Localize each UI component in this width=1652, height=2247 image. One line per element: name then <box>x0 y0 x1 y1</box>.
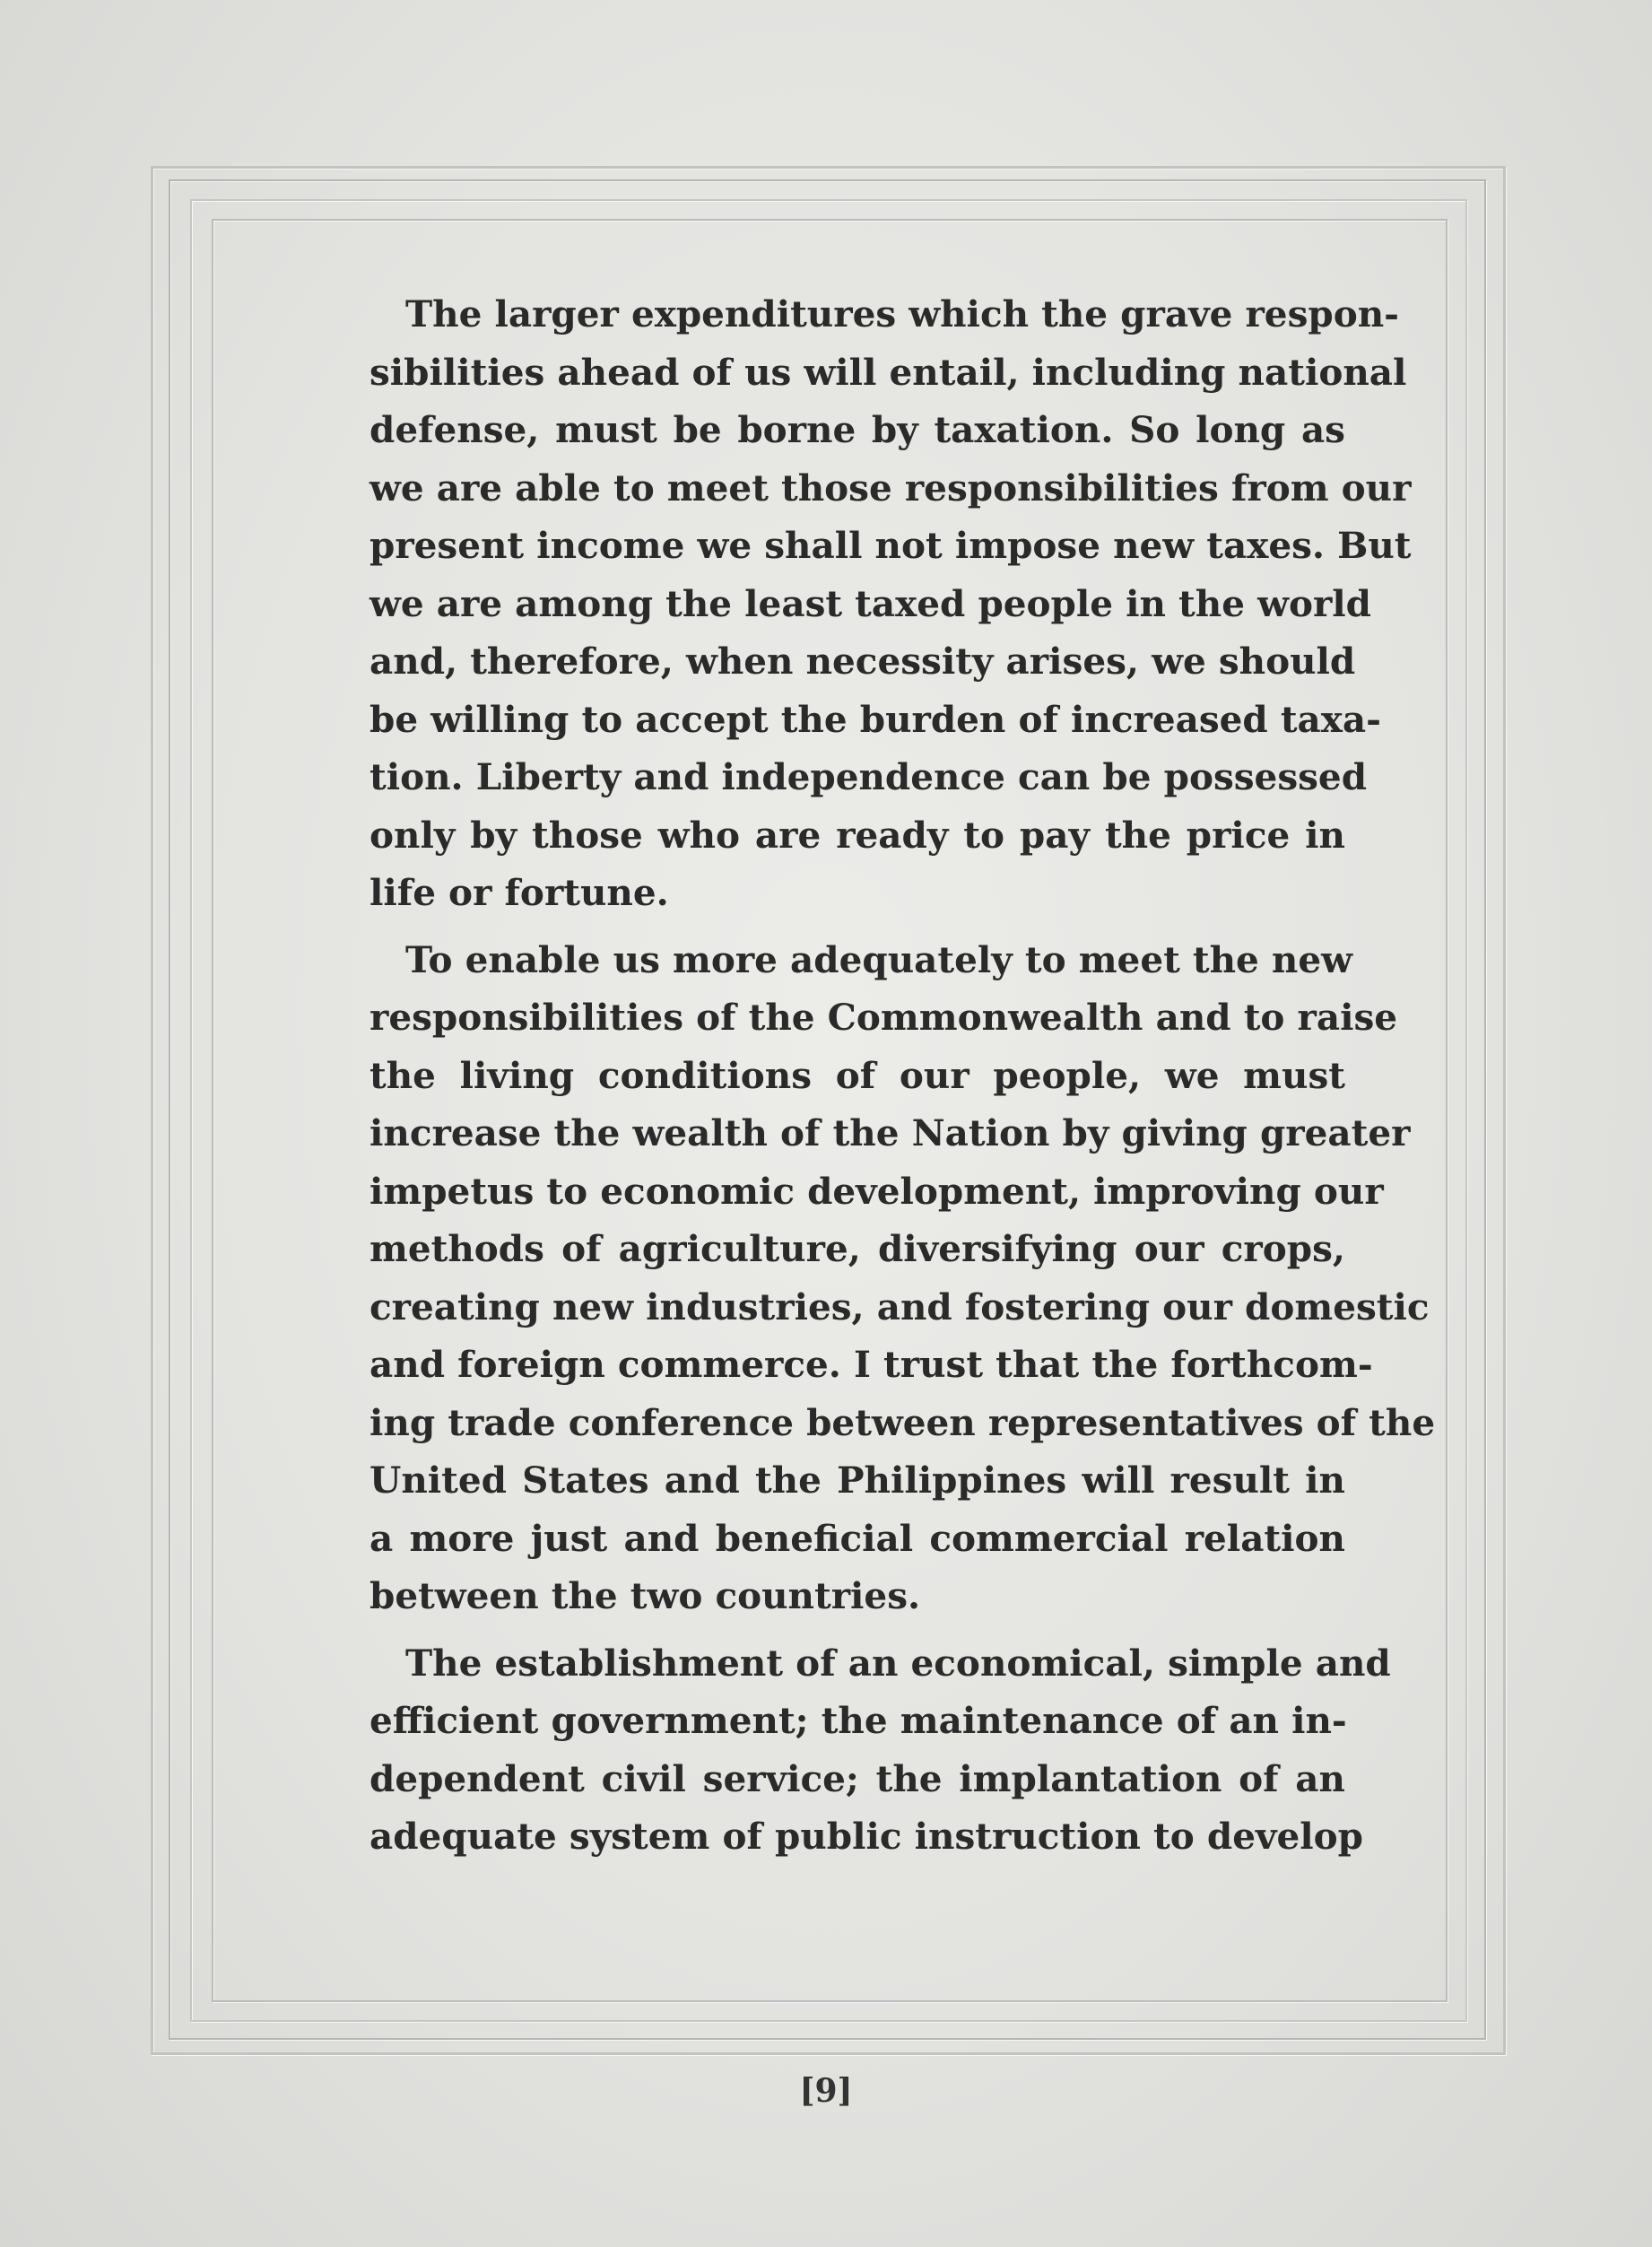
text-line: present income we shall not impose new taxes. But <box>370 524 1412 567</box>
text-line: the living conditions of our people, we must <box>370 1053 1345 1097</box>
text-line: United States and the Philippines will result in <box>370 1459 1345 1502</box>
text-line: The larger expenditures which the grave respon- <box>405 292 1399 335</box>
body-text <box>334 285 1436 1875</box>
text-line: life or fortune. <box>370 871 669 914</box>
text-line: and foreign commerce. I trust that the forthcom- <box>370 1343 1373 1386</box>
paragraph-3 <box>334 1634 1391 1866</box>
paragraph-2 <box>334 931 1436 1625</box>
text-line: and, therefore, when necessity arises, we should <box>370 640 1356 683</box>
text-line: defense, must be borne by taxation. So long as <box>370 408 1345 451</box>
text-line: we are able to meet those responsibilities from our <box>370 466 1412 509</box>
text-line: only by those who are ready to pay the price in <box>370 813 1345 857</box>
text-line: tion. Liberty and independence can be possessed <box>370 755 1368 798</box>
text-line: responsibilities of the Commonwealth and to raise <box>370 996 1398 1039</box>
text-line: dependent civil service; the implantation of an <box>370 1756 1345 1800</box>
text-line: sibilities ahead of us will entail, including national <box>370 350 1407 394</box>
text-line: impetus to economic development, improving our <box>370 1169 1384 1213</box>
text-line: be willing to accept the burden of increased taxa- <box>370 697 1381 741</box>
paragraph-1 <box>334 285 1412 922</box>
text-line: increase the wealth of the Nation by giving greater <box>370 1111 1411 1154</box>
text-line: adequate system of public instruction to develop <box>370 1815 1363 1858</box>
text-line: The establishment of an economical, simple and <box>405 1641 1391 1685</box>
text-line: creating new industries, and fostering our domestic <box>370 1285 1430 1328</box>
text-line: ing trade conference between representatives of the <box>370 1400 1436 1444</box>
text-line: we are among the least taxed people in the world <box>370 581 1371 625</box>
text-line: between the two countries. <box>370 1574 921 1617</box>
text-line: a more just and beneficial commercial relation <box>370 1516 1345 1560</box>
page-number: [9] <box>799 2072 853 2110</box>
text-line: methods of agriculture, diversifying our crops, <box>370 1227 1345 1270</box>
text-line: To enable us more adequately to meet the new <box>405 937 1352 981</box>
text-line: efficient government; the maintenance of an in- <box>370 1699 1347 1742</box>
